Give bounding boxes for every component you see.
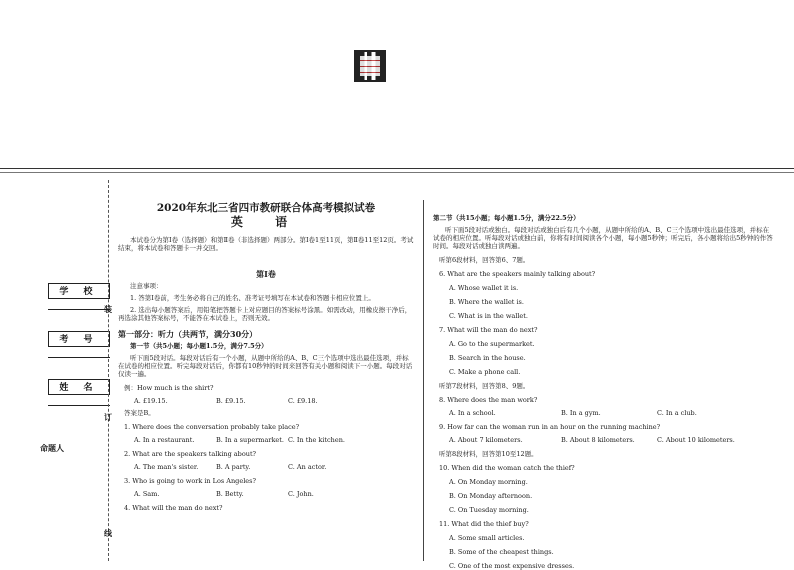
q7-option-c[interactable]: C. Make a phone call. xyxy=(449,368,521,376)
right-column xyxy=(433,210,773,570)
question-11-options xyxy=(433,534,773,570)
q11-option-c[interactable]: C. One of the most expensive dresses. xyxy=(449,562,575,570)
q11-option-b[interactable]: B. Some of the cheapest things. xyxy=(449,548,554,556)
question-8-options xyxy=(433,409,773,417)
subsection1-instructions: 听下面5段对话。每段对话后有一个小题，从题中所给的A、B、C三个选项中选出最佳选项，并标在试卷的相应位置。听完每段对话后，你都有10秒钟的时间来回答有关小题和阅读下一小题。每段对话仅读一遍。 xyxy=(118,354,413,378)
subsection1-heading: 第一节（共5小题；每小题1.5分，满分7.5分） xyxy=(130,342,268,350)
name-field-label: 姓 名 xyxy=(48,379,110,395)
question-1-options xyxy=(118,436,414,444)
section1-heading: 第一部分：听力（共两节，满分30分） xyxy=(118,329,258,339)
proposer-label: 命题人 xyxy=(40,443,64,453)
q10-option-b[interactable]: B. On Monday afternoon. xyxy=(449,492,533,500)
question-10: 10. When did the woman catch the thief? xyxy=(439,464,575,472)
example-options xyxy=(118,397,414,405)
question-7-options xyxy=(433,340,773,376)
q1-option-a[interactable]: A. In a restaurant. xyxy=(134,436,195,444)
question-6: 6. What are the speakers mainly talking about? xyxy=(439,270,596,278)
question-11: 11. What did the thief buy? xyxy=(439,520,529,528)
subsection2-heading: 第二节（共15小题；每小题1.5分，满分22.5分） xyxy=(433,214,580,222)
material-8-label: 听第8段材料，回答第10至12题。 xyxy=(439,450,538,458)
example-option-a[interactable]: A. £19.15. xyxy=(134,397,168,405)
question-7: 7. What will the man do next? xyxy=(439,326,538,334)
page-top-rule xyxy=(0,168,794,169)
q10-option-c[interactable]: C. On Tuesday morning. xyxy=(449,506,529,514)
binding-dashed-line xyxy=(108,180,109,561)
question-9: 9. How far can the woman run in an hour on the running machine? xyxy=(439,423,661,431)
exam-title: 2020年东北三省四市教研联合体高考模拟试卷 xyxy=(156,202,376,214)
q2-option-b[interactable]: B. A party. xyxy=(216,463,251,471)
column-divider xyxy=(423,200,424,561)
exam-number-field-label: 考 号 xyxy=(48,331,110,347)
q8-option-b[interactable]: B. In a gym. xyxy=(561,409,601,417)
q11-option-a[interactable]: A. Some small articles. xyxy=(449,534,525,542)
q6-option-b[interactable]: B. Where the wallet is. xyxy=(449,298,524,306)
intro-paragraph: 本试卷分为第Ⅰ卷（选择题）和第Ⅱ卷（非选择题）两部分。第Ⅰ卷1至11页，第Ⅱ卷11至12页。考试结束，将本试卷和答题卡一并交回。 xyxy=(118,236,414,252)
q9-option-c[interactable]: C. About 10 kilometers. xyxy=(657,436,735,444)
question-9-options xyxy=(433,436,773,444)
example-answer: 答案是B。 xyxy=(124,409,155,417)
qr-code-icon xyxy=(354,50,386,82)
binding-char-zhuang: 装 xyxy=(104,304,112,314)
q2-option-a[interactable]: A. The man's sister. xyxy=(134,463,199,471)
part1-heading: 第Ⅰ卷 xyxy=(256,269,276,279)
note-2: 2. 选出每小题答案后，用铅笔把答题卡上对应题目的答案标号涂黑。如需改动，用橡皮擦干净后，再选涂其他答案标号，不能答在本试卷上，否则无效。 xyxy=(118,306,412,322)
note-1: 1. 答第Ⅰ卷前，考生务必将自己的姓名、准考证号填写在本试卷和答题卡相应位置上。 xyxy=(130,294,375,302)
name-field-line[interactable] xyxy=(48,405,110,406)
q9-option-a[interactable]: A. About 7 kilometers. xyxy=(449,436,523,444)
q3-option-c[interactable]: C. John. xyxy=(288,490,314,498)
binding-char-xian: 线 xyxy=(104,528,112,538)
q8-option-a[interactable]: A. In a school. xyxy=(449,409,496,417)
q10-option-a[interactable]: A. On Monday morning. xyxy=(449,478,528,486)
q9-option-b[interactable]: B. About 8 kilometers. xyxy=(561,436,635,444)
q2-option-c[interactable]: C. An actor. xyxy=(288,463,327,471)
school-field-line[interactable] xyxy=(48,309,110,310)
subsection2-instructions: 听下面5段对话或独白。每段对话或独白后有几个小题，从题中所给的A、B、C三个选项中选出最佳选项，并标在试卷的相应位置。听每段对话或独白前，你将有时间阅读各个小题，每小题5秒钟；听完后，各小题将给出5秒钟的作答时间。每段对话或独白读两遍。 xyxy=(433,226,773,250)
question-2-options xyxy=(118,463,414,471)
question-4: 4. What will the man do next? xyxy=(124,504,223,512)
example-option-b[interactable]: B. £9.15. xyxy=(216,397,246,405)
question-10-options xyxy=(433,478,773,514)
notes-title: 注意事项： xyxy=(130,282,163,290)
example-option-c[interactable]: C. £9.18. xyxy=(288,397,318,405)
q8-option-c[interactable]: C. In a club. xyxy=(657,409,697,417)
school-field-label: 学 校 xyxy=(48,283,110,299)
material-6-label: 听第6段材料，回答第6、7题。 xyxy=(439,256,530,264)
q3-option-b[interactable]: B. Betty. xyxy=(216,490,244,498)
example-question: 例：How much is the shirt? xyxy=(124,384,214,392)
question-3-options xyxy=(118,490,414,498)
question-3: 3. Who is going to work in Los Angeles? xyxy=(124,477,256,485)
left-column xyxy=(118,196,414,512)
material-7-label: 听第7段材料，回答第8、9题。 xyxy=(439,382,530,390)
q7-option-b[interactable]: B. Search in the house. xyxy=(449,354,526,362)
q6-option-c[interactable]: C. What is in the wallet. xyxy=(449,312,528,320)
q1-option-b[interactable]: B. In a supermarket. xyxy=(216,436,284,444)
question-1: 1. Where does the conversation probably take place? xyxy=(124,423,300,431)
q6-option-a[interactable]: A. Whose wallet it is. xyxy=(449,284,519,292)
question-8: 8. Where does the man work? xyxy=(439,396,538,404)
exam-number-field-line[interactable] xyxy=(48,357,110,358)
q7-option-a[interactable]: A. Go to the supermarket. xyxy=(449,340,535,348)
question-2: 2. What are the speakers talking about? xyxy=(124,450,257,458)
q3-option-a[interactable]: A. Sam. xyxy=(134,490,160,498)
page-top-rule-secondary xyxy=(0,172,794,173)
question-6-options xyxy=(433,284,773,320)
exam-subject: 英 语 xyxy=(230,215,302,229)
q1-option-c[interactable]: C. In the kitchen. xyxy=(288,436,345,444)
binding-char-ding: 订 xyxy=(104,412,112,422)
